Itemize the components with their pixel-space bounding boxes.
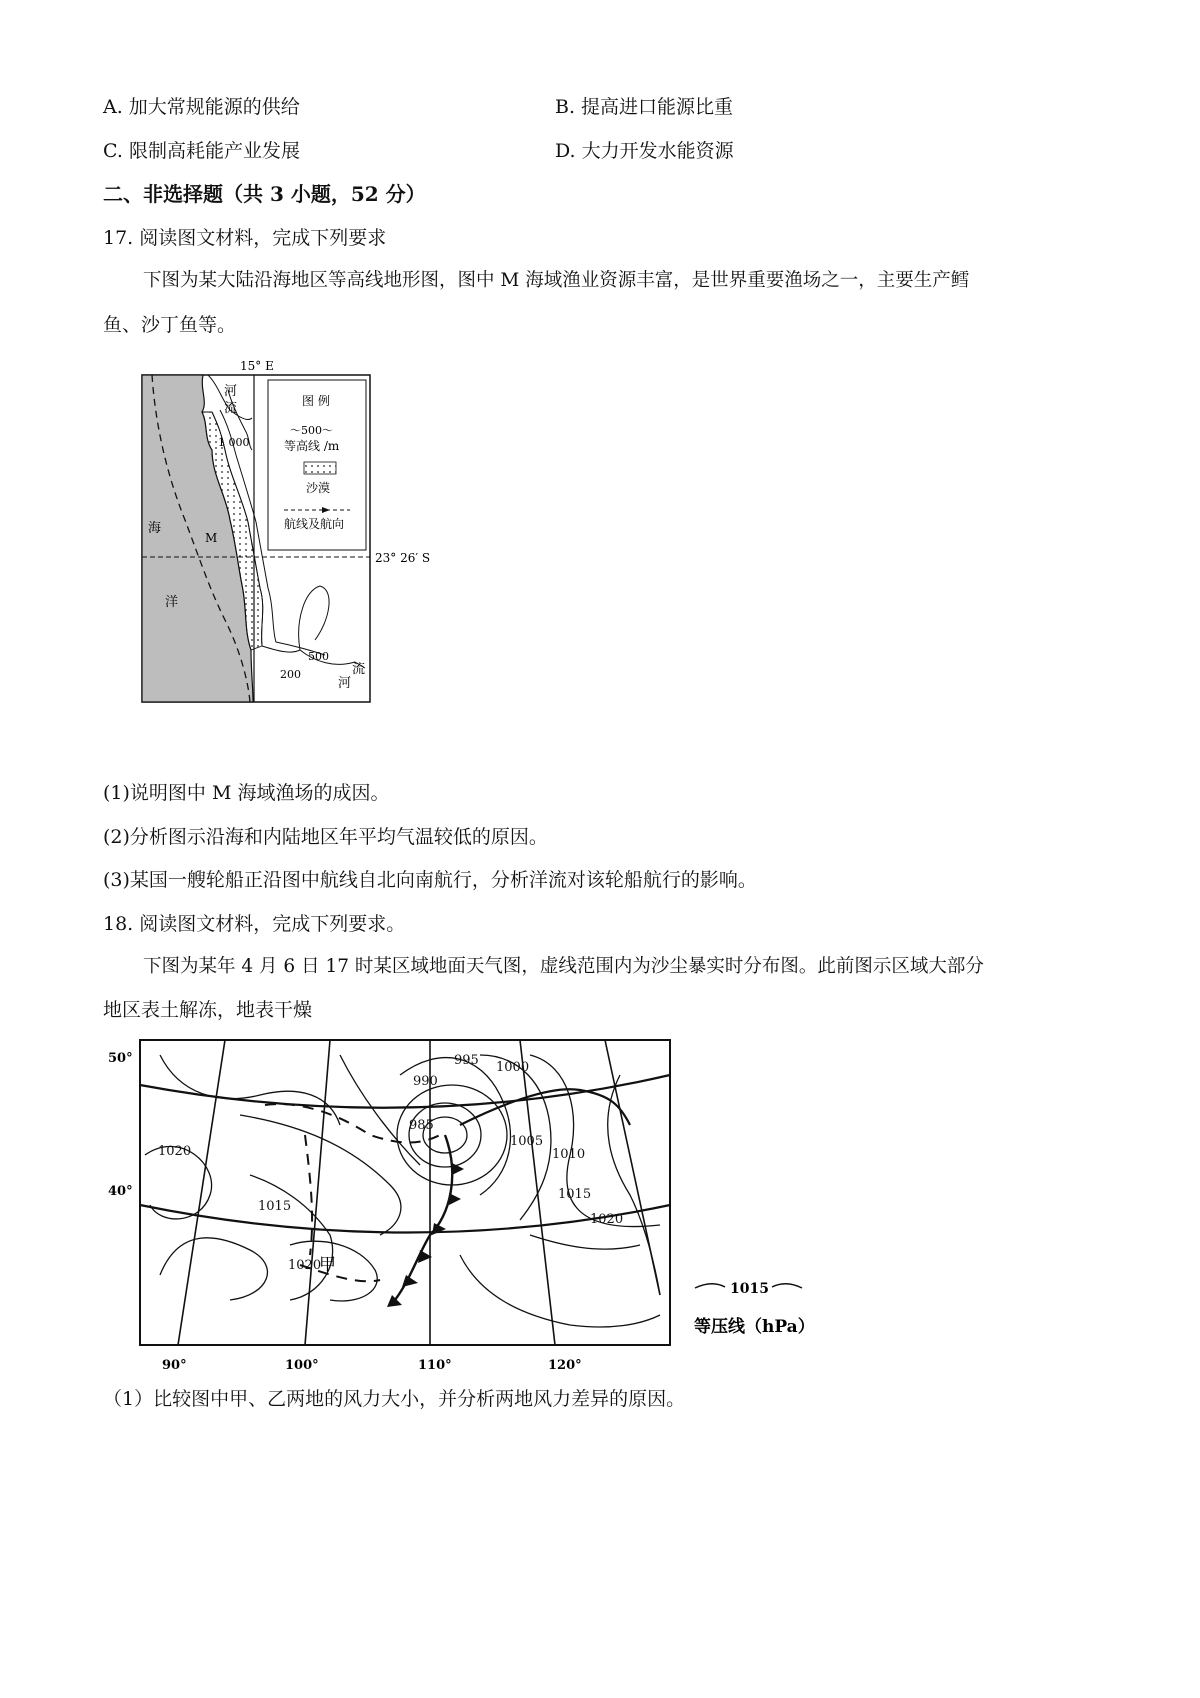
- isobar-985: 985: [409, 1118, 434, 1133]
- q17-sub2: (2)分析图示沿海和内陆地区年平均气温较低的原因。: [103, 826, 548, 848]
- q17-intro-line2: 鱼、沙丁鱼等。: [103, 314, 237, 336]
- q17-sub1: (1)说明图中 M 海域渔场的成因。: [103, 782, 390, 804]
- q18-intro-line2: 地区表土解冻，地表干燥: [103, 999, 313, 1021]
- legend-route-text: 航线及航向: [284, 517, 345, 531]
- legend-contour-text: 等高线 /m: [284, 439, 340, 453]
- isobar-1000: 1000: [496, 1060, 530, 1075]
- sea-label-2: 洋: [165, 595, 179, 610]
- section-title: 二、非选择题（共 3 小题，52 分）: [103, 182, 426, 206]
- weather-chart: [100, 1035, 840, 1375]
- legend-isobar-value: 1015: [730, 1281, 769, 1297]
- isobar-995: 995: [454, 1053, 479, 1068]
- legend-title: 图 例: [302, 394, 330, 408]
- lon-110-label: 110°: [418, 1358, 452, 1373]
- q17-intro-line1: 下图为某大陆沿海地区等高线地形图，图中 M 海域渔业资源丰富，是世界重要渔场之一，主要生产鳕: [143, 270, 970, 291]
- lat-50-label: 50°: [108, 1051, 133, 1066]
- jia-label: 甲: [319, 1255, 336, 1275]
- isobar-1020-left: 1020: [158, 1144, 192, 1159]
- lat-40-label: 40°: [108, 1184, 133, 1199]
- legend-desert-text: 沙漠: [306, 481, 331, 495]
- contour-200-label: 200: [280, 668, 301, 681]
- option-b: B. 提高进口能源比重: [555, 96, 734, 118]
- isobar-1020-jia: 1020: [288, 1258, 322, 1273]
- option-c: C. 限制高耗能产业发展: [103, 140, 300, 162]
- lon-100-label: 100°: [285, 1358, 319, 1373]
- isobar-990: 990: [413, 1074, 438, 1089]
- option-a: A. 加大常规能源的供给: [103, 96, 300, 118]
- q18-sub1: （1）比较图中甲、乙两地的风力大小，并分析两地风力差异的原因。: [103, 1388, 686, 1410]
- lon-120-label: 120°: [548, 1358, 582, 1373]
- latitude-label: 23° 26′ S: [375, 551, 431, 565]
- q17-title: 17. 阅读图文材料，完成下列要求: [103, 227, 387, 249]
- isobar-1005: 1005: [510, 1134, 544, 1149]
- lon-90-label: 90°: [162, 1358, 187, 1373]
- legend-isobar-right: [772, 1284, 802, 1288]
- legend-contour-sample: ～500～: [290, 424, 333, 437]
- contour-1000-label: 1 000: [218, 436, 250, 449]
- isobar-1010: 1010: [552, 1147, 586, 1162]
- legend-isobar-left: [695, 1284, 725, 1288]
- q18-intro-line1: 下图为某年 4 月 6 日 17 时某区域地面天气图，虚线范围内为沙尘暴实时分布图。此前图示区域大部分: [143, 956, 984, 977]
- river-bottom-label-1: 流: [352, 662, 366, 677]
- longitude-label: 15° E: [240, 359, 274, 373]
- river-top-label-2: 流: [224, 401, 238, 416]
- coastal-contour-map: [100, 350, 460, 720]
- isobar-1015-left: 1015: [258, 1199, 292, 1214]
- q17-sub3: (3)某国一艘轮船正沿图中航线自北向南航行，分析洋流对该轮船航行的影响。: [103, 869, 757, 891]
- river-top-label-1: 河: [224, 384, 238, 399]
- isobar-1015-right: 1015: [558, 1187, 592, 1202]
- sea-label-1: 海: [148, 521, 162, 536]
- legend-isobar-text: 等压线（hPa）: [694, 1317, 815, 1337]
- option-d: D. 大力开发水能资源: [555, 140, 734, 162]
- river-bottom-label-2: 河: [338, 676, 352, 691]
- isobar-1020-right: 1020: [590, 1212, 624, 1227]
- contour-500-label: 500: [308, 650, 329, 663]
- q18-title: 18. 阅读图文材料，完成下列要求。: [103, 913, 406, 935]
- m-label: M: [205, 531, 218, 545]
- legend-desert-swatch: [304, 462, 336, 474]
